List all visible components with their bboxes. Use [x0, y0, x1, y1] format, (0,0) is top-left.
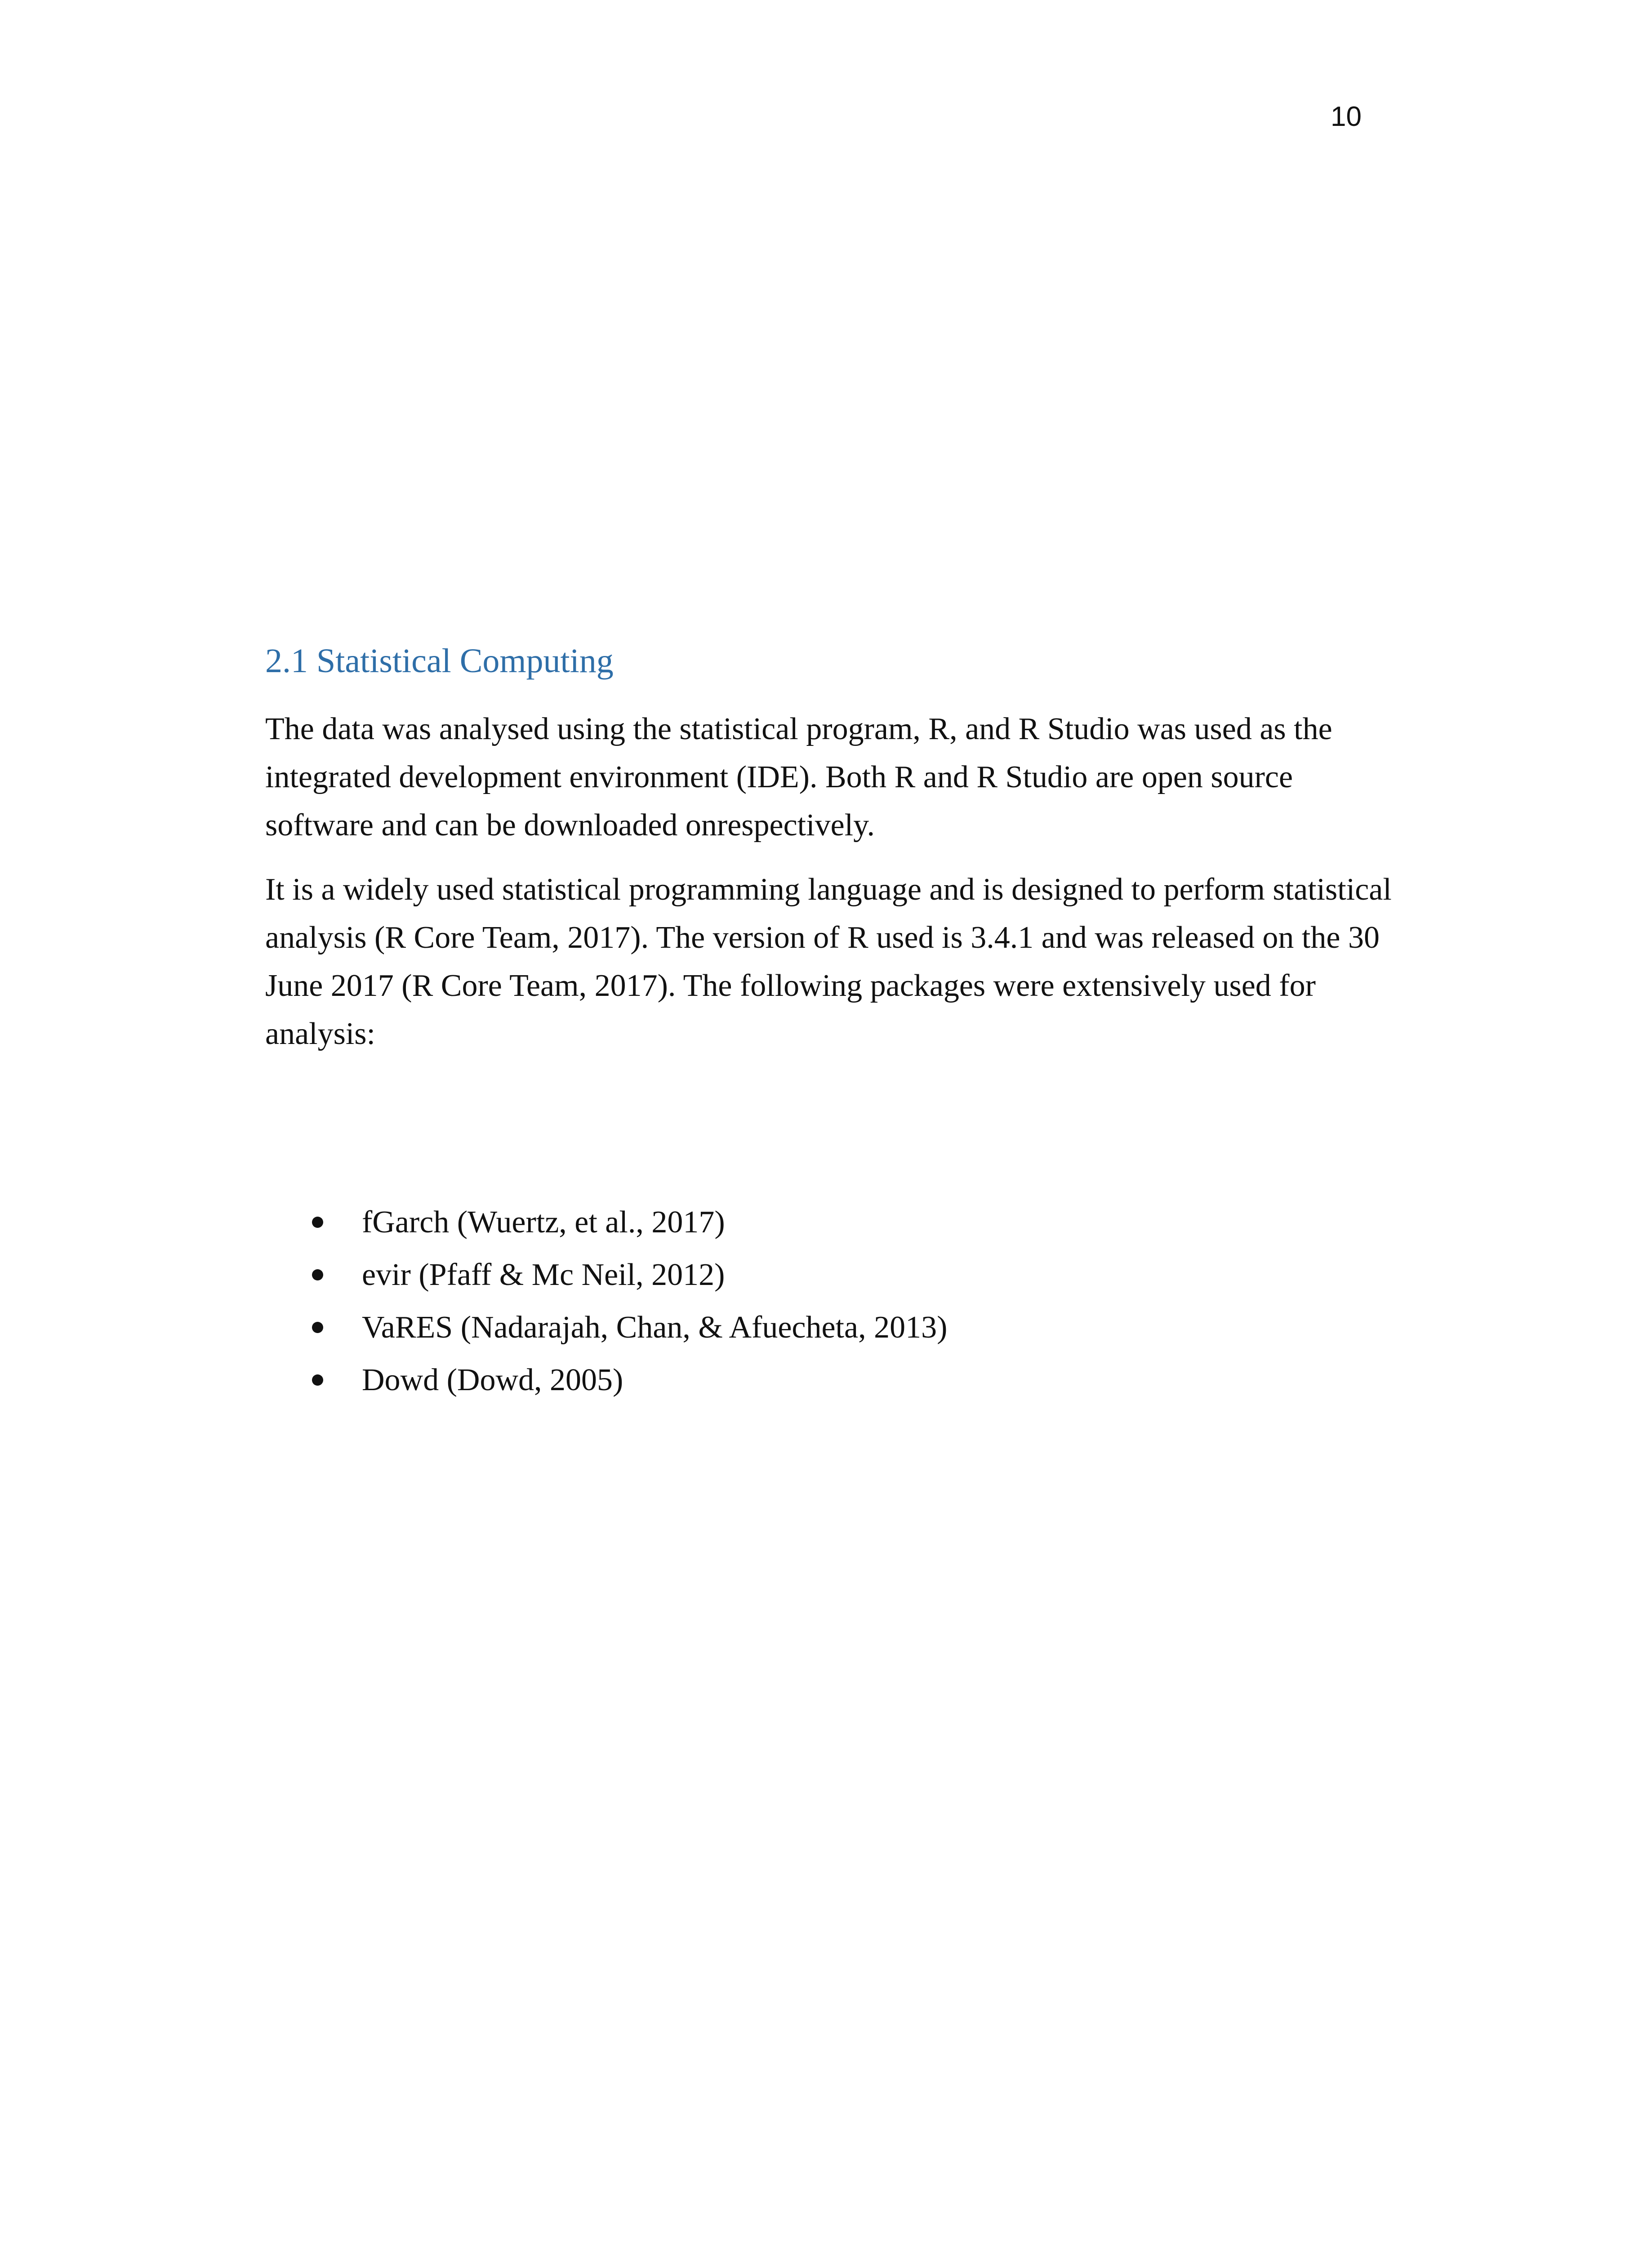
list-item — [310, 1249, 1389, 1301]
paragraph-software: The data was analysed using the statistical program, R, and R Studio was used as the integrated development environment (IDE). Both R and R Studio are open source software and can be downloaded onrespectively. — [265, 712, 1332, 843]
paragraph-r-description: It is a widely used statistical programming language and is designed to perform statistical analysis (R Core Team, 2017). The version of R used is 3.4.1 and was released on the 30 June 2017 (R Core Team, 2017). The following packages were extensively used for analysis: — [265, 872, 1392, 1051]
bullet-icon — [312, 1269, 323, 1280]
section-heading: 2.1 Statistical Computing — [265, 642, 614, 680]
package-list — [310, 1196, 1389, 1406]
page-number: 10 — [1331, 101, 1362, 132]
bullet-icon — [312, 1217, 323, 1228]
bullet-icon — [312, 1322, 323, 1333]
list-item-text: fGarch (Wuertz, et al., 2017) — [362, 1205, 725, 1240]
bullet-icon — [312, 1374, 323, 1386]
list-item-text: evir (Pfaff & Mc Neil, 2012) — [362, 1258, 725, 1292]
list-item — [310, 1301, 1389, 1354]
list-item-text: VaRES (Nadarajah, Chan, & Afuecheta, 2013) — [362, 1310, 948, 1345]
list-item — [310, 1196, 1389, 1249]
list-item-text: Dowd (Dowd, 2005) — [362, 1363, 623, 1397]
list-item — [310, 1354, 1389, 1406]
section-content — [265, 638, 1398, 1074]
